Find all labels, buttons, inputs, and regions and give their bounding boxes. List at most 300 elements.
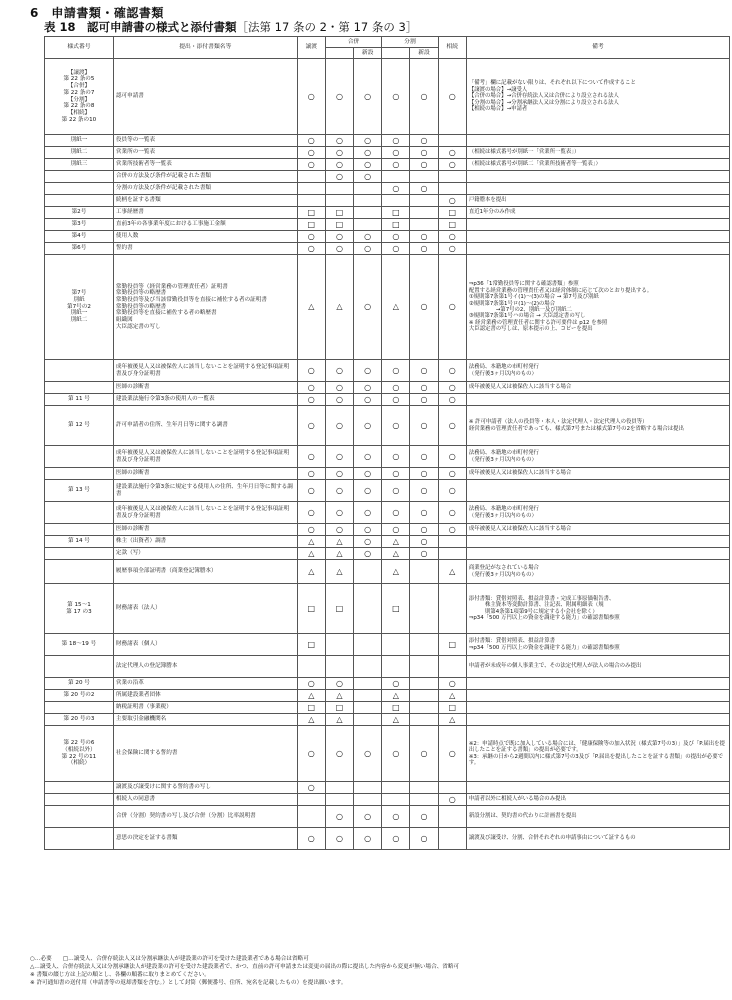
merger-new-mark: ○ [354, 255, 382, 360]
split-mark: △ [382, 255, 410, 360]
form-number-cell: 別紙三 [45, 159, 114, 171]
col-form-header: 様式番号 [45, 37, 114, 59]
table-row [45, 806, 730, 828]
inherit-mark [438, 782, 466, 794]
transfer-mark: △ [297, 560, 325, 584]
merger-new-mark: ○ [354, 406, 382, 446]
inherit-mark [438, 548, 466, 560]
form-number-cell [45, 560, 114, 584]
notes-cell [466, 394, 729, 406]
merger-mark [325, 634, 353, 656]
document-name-cell: 認可申請書 [113, 59, 297, 135]
split-mark [382, 794, 410, 806]
merger-mark: ○ [325, 171, 353, 183]
document-name-cell: 譲渡及び譲受けに関する誓約書の写し [113, 782, 297, 794]
inherit-mark: ○ [438, 231, 466, 243]
split-mark [382, 171, 410, 183]
split-new-mark: ○ [410, 382, 438, 394]
merger-mark: △ [325, 548, 353, 560]
split-new-mark: ○ [410, 159, 438, 171]
table-row [45, 382, 730, 394]
merger-mark: □ [325, 207, 353, 219]
merger-new-mark: ○ [354, 480, 382, 502]
notes-cell: （相続は様式番号が別紙二「営業所技術者等一覧表」） [466, 159, 729, 171]
form-number-cell: 第 20 号の3 [45, 714, 114, 726]
notes-cell: 申請者が未成年の個人事業主で、その法定代理人が法人の場合のみ提出 [466, 656, 729, 678]
split-mark [382, 782, 410, 794]
inherit-mark: ○ [438, 502, 466, 524]
split-new-mark: ○ [410, 806, 438, 828]
transfer-mark: □ [297, 207, 325, 219]
document-name-cell: 成年被後見人又は被保佐人に該当しないことを証明する登記事項証明書及び身分証明書 [113, 360, 297, 382]
merger-mark: ○ [325, 524, 353, 536]
document-name-cell: 株主（出資者）調書 [113, 536, 297, 548]
transfer-mark: △ [297, 536, 325, 548]
form-table [44, 36, 730, 850]
transfer-mark: ○ [297, 382, 325, 394]
inherit-mark: □ [438, 702, 466, 714]
merger-new-mark: ○ [354, 382, 382, 394]
notes-cell [466, 243, 729, 255]
merger-new-mark [354, 207, 382, 219]
merger-new-mark [354, 782, 382, 794]
split-new-mark [410, 690, 438, 702]
footnote-line: △…譲受人、合併存続法人又は分割承継法人が建設業の許可を受けた建設業者で、かつ、直前の許可申請または変更の届出の際に提出した内容から変更が無い場合、省略可 [30, 964, 460, 971]
split-mark: ○ [382, 806, 410, 828]
split-mark: ○ [382, 159, 410, 171]
document-name-cell: 財務諸表（法人） [113, 584, 297, 634]
inherit-mark: ○ [438, 406, 466, 446]
document-name-cell: 常勤役員等（経営業務の管理責任者）証明書 常勤役員等の略歴書 常勤役員等及び当該常勤役員等を直接に補佐する者の証明書 常勤役員等の略歴書 常勤役員等を直接に補佐する者の略歴書 組織図 大臣認定書の写し [113, 255, 297, 360]
transfer-mark: △ [297, 714, 325, 726]
split-new-mark: ○ [410, 446, 438, 468]
inherit-mark: ○ [438, 468, 466, 480]
table-row [45, 360, 730, 382]
document-name-cell: 誓約書 [113, 243, 297, 255]
form-number-cell [45, 382, 114, 394]
transfer-mark: ○ [297, 726, 325, 782]
form-number-cell [45, 195, 114, 207]
split-new-mark [410, 634, 438, 656]
notes-cell [466, 171, 729, 183]
transfer-mark: ○ [297, 678, 325, 690]
notes-cell [466, 219, 729, 231]
table-row [45, 524, 730, 536]
table-row [45, 159, 730, 171]
form-number-cell: 第7号 別紙 第7号の2 別紙一 別紙二 [45, 255, 114, 360]
table-row [45, 147, 730, 159]
merger-new-mark: ○ [354, 135, 382, 147]
transfer-mark: □ [297, 634, 325, 656]
notes-cell: 譲渡及び譲受け、分割、合併それぞれの申請事由について証するもの [466, 828, 729, 850]
split-mark: ○ [382, 243, 410, 255]
split-mark: ○ [382, 468, 410, 480]
form-number-cell: 第3号 [45, 219, 114, 231]
inherit-mark: ○ [438, 195, 466, 207]
merger-mark: ○ [325, 406, 353, 446]
transfer-mark: ○ [297, 135, 325, 147]
transfer-mark [297, 794, 325, 806]
transfer-mark: △ [297, 255, 325, 360]
inherit-mark: △ [438, 714, 466, 726]
table-row [45, 584, 730, 634]
merger-mark: ○ [325, 159, 353, 171]
table-row [45, 468, 730, 480]
table-row [45, 394, 730, 406]
split-mark: ○ [382, 726, 410, 782]
merger-new-mark: ○ [354, 394, 382, 406]
document-name-cell: 営業の沿革 [113, 678, 297, 690]
notes-cell: （相続は様式番号が別紙一「営業所一覧表」） [466, 147, 729, 159]
transfer-mark: ○ [297, 502, 325, 524]
document-name-cell: 工事経歴書 [113, 207, 297, 219]
notes-cell [466, 536, 729, 548]
document-name-cell: 財務諸表（個人） [113, 634, 297, 656]
form-number-cell [45, 524, 114, 536]
document-name-cell: 営業所技術者等一覧表 [113, 159, 297, 171]
merger-mark: ○ [325, 135, 353, 147]
merger-new-mark: ○ [354, 360, 382, 382]
table-row [45, 678, 730, 690]
split-mark: ○ [382, 502, 410, 524]
merger-new-mark: ○ [354, 243, 382, 255]
split-mark: △ [382, 536, 410, 548]
split-mark: ○ [382, 480, 410, 502]
transfer-mark [297, 183, 325, 195]
form-number-cell: 第2号 [45, 207, 114, 219]
transfer-mark: ○ [297, 231, 325, 243]
form-number-cell: 第 20 号の2 [45, 690, 114, 702]
merger-new-mark [354, 634, 382, 656]
merger-new-mark: ○ [354, 536, 382, 548]
split-new-mark: ○ [410, 360, 438, 382]
inherit-mark: △ [438, 560, 466, 584]
document-name-cell: 主要取引金融機関名 [113, 714, 297, 726]
transfer-mark [297, 656, 325, 678]
table-row [45, 195, 730, 207]
merger-new-mark: ○ [354, 171, 382, 183]
footnotes [30, 955, 720, 987]
inherit-mark [438, 828, 466, 850]
document-name-cell: 成年被後見人又は被保佐人に該当しないことを証明する登記事項証明書及び身分証明書 [113, 446, 297, 468]
table-row [45, 690, 730, 702]
split-mark [382, 195, 410, 207]
split-new-mark: ○ [410, 147, 438, 159]
inherit-mark [438, 171, 466, 183]
split-mark [382, 656, 410, 678]
split-mark: ○ [382, 183, 410, 195]
merger-mark: △ [325, 714, 353, 726]
transfer-mark: □ [297, 702, 325, 714]
table-title-main: 表 18 認可申請書の様式と添付書類 [44, 20, 237, 34]
transfer-mark [297, 195, 325, 207]
merger-mark: ○ [325, 726, 353, 782]
notes-cell [466, 714, 729, 726]
split-mark: △ [382, 714, 410, 726]
inherit-mark: ○ [438, 382, 466, 394]
col-name-header: 提出・添付書類名等 [113, 37, 297, 59]
form-number-cell [45, 794, 114, 806]
split-new-mark [410, 678, 438, 690]
split-new-mark [410, 171, 438, 183]
merger-mark: ○ [325, 446, 353, 468]
split-new-mark: ○ [410, 231, 438, 243]
col-merger-header: 合併 [325, 37, 381, 48]
merger-mark: □ [325, 584, 353, 634]
merger-new-mark: ○ [354, 231, 382, 243]
transfer-mark: ○ [297, 782, 325, 794]
col-split-new-header: 新設 [410, 48, 438, 59]
notes-cell: 法務局、本籍地の市町村発行 （発行後3ヶ月以内のもの） [466, 446, 729, 468]
split-mark: ○ [382, 446, 410, 468]
table-row [45, 183, 730, 195]
inherit-mark: ○ [438, 678, 466, 690]
split-mark: □ [382, 702, 410, 714]
form-number-cell: 第 18〜19 号 [45, 634, 114, 656]
inherit-mark: ○ [438, 147, 466, 159]
document-name-cell: 医師の診断書 [113, 382, 297, 394]
transfer-mark: ○ [297, 59, 325, 135]
inherit-mark: △ [438, 690, 466, 702]
merger-mark: ○ [325, 828, 353, 850]
form-number-cell [45, 446, 114, 468]
form-number-cell: 第4号 [45, 231, 114, 243]
table-row [45, 634, 730, 656]
table-row [45, 794, 730, 806]
split-new-mark [410, 195, 438, 207]
split-new-mark [410, 560, 438, 584]
inherit-mark: □ [438, 634, 466, 656]
transfer-mark: △ [297, 548, 325, 560]
form-number-cell: 【譲渡】 第 22 条の5 【合併】 第 22 条の7 【分割】 第 22 条の8 【相続】 第 22 条の10 [45, 59, 114, 135]
split-mark: ○ [382, 231, 410, 243]
split-new-mark: ○ [410, 243, 438, 255]
inherit-mark [438, 135, 466, 147]
merger-mark: ○ [325, 360, 353, 382]
transfer-mark: ○ [297, 828, 325, 850]
document-name-cell: 使用人数 [113, 231, 297, 243]
split-new-mark [410, 782, 438, 794]
merger-new-mark [354, 714, 382, 726]
split-new-mark: ○ [410, 548, 438, 560]
transfer-mark: ○ [297, 524, 325, 536]
split-new-mark [410, 656, 438, 678]
split-mark: ○ [382, 382, 410, 394]
notes-cell [466, 702, 729, 714]
merger-mark: ○ [325, 231, 353, 243]
form-number-cell [45, 360, 114, 382]
transfer-mark: ○ [297, 243, 325, 255]
form-number-cell [45, 548, 114, 560]
notes-cell: 成年被後見人又は被保佐人に該当する場合 [466, 468, 729, 480]
inherit-mark: ○ [438, 524, 466, 536]
notes-cell: 添付書類：貸借対照表、損益計算書 ⇒p34「500 万円以上の資金を調達する能力」の確認書類参照 [466, 634, 729, 656]
notes-cell: 法務局、本籍地の市町村発行 （発行後3ヶ月以内のもの） [466, 360, 729, 382]
document-name-cell: 合併の方法及び条件が記載された書類 [113, 171, 297, 183]
table-row [45, 782, 730, 794]
notes-cell [466, 231, 729, 243]
inherit-mark [438, 806, 466, 828]
col-transfer-header: 譲渡 [297, 37, 325, 59]
notes-cell [466, 135, 729, 147]
merger-mark [325, 195, 353, 207]
inherit-mark [438, 584, 466, 634]
merger-new-mark: ○ [354, 159, 382, 171]
merger-mark: △ [325, 690, 353, 702]
notes-cell [466, 183, 729, 195]
split-mark: △ [382, 548, 410, 560]
transfer-mark: △ [297, 690, 325, 702]
merger-new-mark [354, 794, 382, 806]
split-new-mark [410, 219, 438, 231]
form-number-cell [45, 702, 114, 714]
merger-new-mark [354, 702, 382, 714]
transfer-mark: ○ [297, 468, 325, 480]
inherit-mark [438, 656, 466, 678]
split-mark: ○ [382, 147, 410, 159]
inherit-mark: ○ [438, 59, 466, 135]
document-name-cell: 続柄を証する書類 [113, 195, 297, 207]
document-name-cell: 許可申請者の住所、生年月日等に関する調書 [113, 406, 297, 446]
split-new-mark [410, 714, 438, 726]
merger-mark: ○ [325, 59, 353, 135]
col-merger-blank [325, 48, 353, 59]
merger-mark: ○ [325, 480, 353, 502]
col-merger-new-header: 新設 [354, 48, 382, 59]
merger-mark: ○ [325, 147, 353, 159]
split-mark: ○ [382, 394, 410, 406]
split-mark: △ [382, 690, 410, 702]
notes-cell: 戸籍謄本を提出 [466, 195, 729, 207]
merger-mark [325, 183, 353, 195]
notes-cell: ※2：申請時点で既に加入している場合には、「健康保険等の加入状況（様式第7号の3）」及び「P.届出を提出したことを証する書類」の提出が必要です。 ※3：承継の日から2週間以内に様式第7号の3及び「P.届出を提出したことを証する書類」の提出が必要です。 [466, 726, 729, 782]
form-number-cell [45, 806, 114, 828]
inherit-mark [438, 536, 466, 548]
table-row [45, 480, 730, 502]
transfer-mark: ○ [297, 147, 325, 159]
merger-mark [325, 794, 353, 806]
form-number-cell [45, 171, 114, 183]
merger-mark: △ [325, 560, 353, 584]
table-row [45, 219, 730, 231]
split-new-mark: ○ [410, 524, 438, 536]
col-split-blank [382, 48, 410, 59]
split-new-mark: ○ [410, 255, 438, 360]
merger-mark [325, 782, 353, 794]
transfer-mark: ○ [297, 394, 325, 406]
split-new-mark: ○ [410, 394, 438, 406]
notes-cell [466, 678, 729, 690]
col-notes-header: 備考 [466, 37, 729, 59]
form-number-cell [45, 502, 114, 524]
document-name-cell: 相続人の同意書 [113, 794, 297, 806]
table-row [45, 536, 730, 548]
merger-mark: ○ [325, 243, 353, 255]
split-mark: □ [382, 584, 410, 634]
merger-new-mark: ○ [354, 446, 382, 468]
form-number-cell: 第 13 号 [45, 480, 114, 502]
table-row [45, 548, 730, 560]
notes-cell: 「備考」欄に記載がない限りは、それぞれ以下について作成すること 【譲渡の場合】→譲受人 【合併の場合】→合併存続法人又は合併により設立される法人 【分割の場合】→分割承継法人又は分割により設立される法人 【相続の場合】→申請者 [466, 59, 729, 135]
form-number-cell: 第 15〜1 第 17 の3 [45, 584, 114, 634]
document-name-cell: 所属建設業者団体 [113, 690, 297, 702]
inherit-mark: ○ [438, 360, 466, 382]
merger-mark: ○ [325, 678, 353, 690]
merger-mark: ○ [325, 502, 353, 524]
section-heading: 6 申請書類・確認書類 [30, 6, 164, 20]
document-name-cell: 役員等の一覧表 [113, 135, 297, 147]
form-number-cell [45, 183, 114, 195]
inherit-mark: ○ [438, 480, 466, 502]
inherit-mark: ○ [438, 243, 466, 255]
transfer-mark: ○ [297, 360, 325, 382]
split-new-mark: ○ [410, 406, 438, 446]
split-new-mark: ○ [410, 468, 438, 480]
inherit-mark: ○ [438, 159, 466, 171]
form-number-cell: 別紙二 [45, 147, 114, 159]
split-new-mark: ○ [410, 183, 438, 195]
merger-new-mark [354, 584, 382, 634]
form-number-cell: 第6号 [45, 243, 114, 255]
merger-mark: □ [325, 702, 353, 714]
document-name-cell: 合併（分割）契約書の写し及び合併（分割）比率説明書 [113, 806, 297, 828]
inherit-mark: ○ [438, 446, 466, 468]
split-new-mark: ○ [410, 828, 438, 850]
split-mark: △ [382, 560, 410, 584]
split-mark: ○ [382, 524, 410, 536]
inherit-mark: □ [438, 219, 466, 231]
merger-mark: ○ [325, 806, 353, 828]
merger-mark: △ [325, 255, 353, 360]
merger-new-mark: ○ [354, 147, 382, 159]
notes-cell: 新設分割は、契約書の代わりに計画書を提出 [466, 806, 729, 828]
notes-cell: 申請者以外に相続人がいる場合のみ提出 [466, 794, 729, 806]
merger-new-mark: ○ [354, 828, 382, 850]
inherit-mark: ○ [438, 394, 466, 406]
document-name-cell: 定款（写） [113, 548, 297, 560]
split-mark: ○ [382, 59, 410, 135]
transfer-mark: □ [297, 219, 325, 231]
table-title [44, 19, 417, 35]
merger-new-mark [354, 219, 382, 231]
inherit-mark: ○ [438, 255, 466, 360]
form-number-cell [45, 782, 114, 794]
document-name-cell: 分割の方法及び条件が記載された書類 [113, 183, 297, 195]
document-name-cell: 建設業法施行令第3条に規定する使用人の住所、生年月日等に関する調書 [113, 480, 297, 502]
notes-cell: 添付書類：貸借対照表、損益計算書・完成工事原価報告書、 株主資本等変動計算書、注記表、附属明細表（規 則第4条第1項第9号に規定する小会社を除く） ⇒p34「500 万円以上の資金を調達する能力」の確認書類参照 [466, 584, 729, 634]
split-mark: ○ [382, 360, 410, 382]
footnote-line: ※ 許可通知書の送付用（申請書等の返却書類を含む。）として封筒（郵便番号、住所、宛名を記載したもの）を提出願います。 [30, 980, 347, 987]
merger-new-mark: ○ [354, 468, 382, 480]
document-name-cell: 建設業法施行令第3条の使用人の一覧表 [113, 394, 297, 406]
split-new-mark: ○ [410, 480, 438, 502]
document-name-cell: 直前3年の各事業年度における工事施工金額 [113, 219, 297, 231]
notes-cell: 成年被後見人又は被保佐人に該当する場合 [466, 382, 729, 394]
notes-cell [466, 548, 729, 560]
notes-cell: 商業登記がなされている場合 （発行後3ヶ月以内のもの） [466, 560, 729, 584]
document-name-cell: 社会保険に関する誓約書 [113, 726, 297, 782]
document-name-cell: 医師の診断書 [113, 524, 297, 536]
merger-new-mark: ○ [354, 59, 382, 135]
table-row [45, 560, 730, 584]
footnote-line: ※ 書類の綴じ方は上記の順とし、各欄の順番に取りまとめてください。 [30, 972, 210, 979]
form-number-cell: 第 22 号の6 （相続以外） 第 22 号の11 （相続） [45, 726, 114, 782]
merger-mark [325, 656, 353, 678]
document-name-cell: 営業所の一覧表 [113, 147, 297, 159]
transfer-mark: ○ [297, 406, 325, 446]
merger-new-mark: ○ [354, 524, 382, 536]
col-split-header: 分割 [382, 37, 438, 48]
